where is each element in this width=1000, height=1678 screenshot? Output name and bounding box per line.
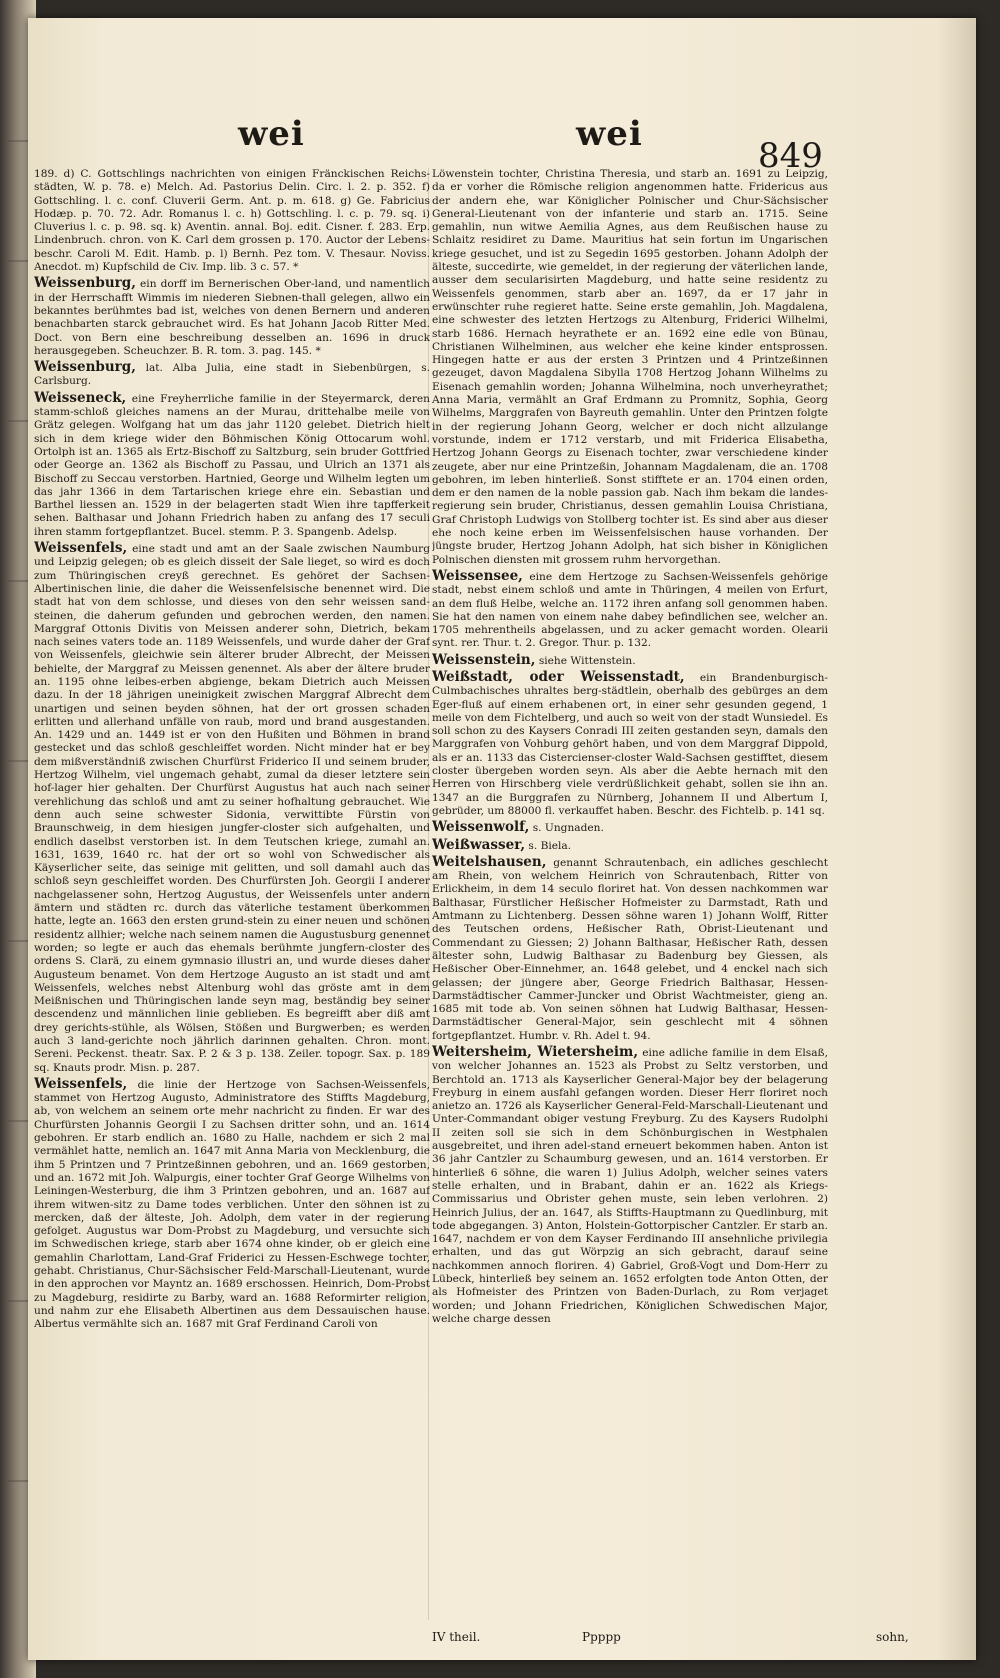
entry-text: eine adliche familie in dem Elsaß, von welcher Johannes an. 1523 als Probst zu Seltz verstorben, und Berchtold an. 1713 als Kayserlicher General-Major bey der belagerung Freyburg in einem ausfahl gefangen worden. Dieser Herr floriret noch anietzo an. 1726 als Kayserlicher General-Feld-Marschall-Lieutenant und Unter-Commandant obiger vestung Freyburg. Zu des Kaysers Rudolphi II zeiten soll sie sich in dem Schönburgischen in Westphalen ausgebreitet, und ihren adel-stand erneuert bekommen haben. Anton ist 36 jahr Cantzler zu Schaumburg gewesen, und an. 1614 verstorben. Er hinterließ 6 söhne, die waren 1) Julius Adolph, welcher seines vaters stelle erhalten, und in Brabant, dahin er an. 1622 als Kriegs-Commissarius und Obrister gehen muste, sein leben verlohren. 2) Heinrich Julius, der an. 1647, als Stiffts-Hauptmann zu Quedlinburg, mit tode abgegangen. 3) Anton, Holstein-Gottorpischer Cantzler. Er starb an. 1647, nachdem er von dem Kayser Ferdinando III ansehnliche privilegia erhalten, und das gut Wörpzig an sich gebracht, darauf seine nachkommen annoch floriren. 4) Gabriel, Groß-Vogt und Dom-Herr zu Lübeck, hinterließ bey seinem an. 1652 erfolgten tode Anton Otten, der als Hofmeister des Printzen von Baden-Durlach, zu Rom verjaget worden; und Johann Friedrichen, Königlichen Schwedischen Major, welche charge dessen: [432, 1047, 828, 1325]
entry-text: ein Brandenburgisch-Culmbachisches uhraltes berg-städtlein, oberhalb des gebürges an dem Eger-fluß auf einem erhabenen ort, in einer sehr gesunden gegend, 1 meile von dem Fichtelberg, und auch so weit von der stadt Wunsiedel. Es soll schon zu des Kaysers Conradi III zeiten gestanden seyn, damals den Marggrafen von Vohburg gehört haben, und von dem Marggraf Dippold, als er an. 1133 das Cistercienser-closter Wald-Sachsen gestifftet, diesem closter übergeben worden seyn. Als aber die Aebte hernach mit den Herren von Hirschberg viele verdrüßlichkeit gehabt, sollen sie ihn an. 1347 an die Burggrafen zu Nürnberg, Johannem II und Albertum I, gebrüder, um 88000 fl. verkauffet haben. Beschr. des Fichtelb. p. 141 sq.: [432, 671, 828, 817]
entry-headword: Weissenstein,: [432, 651, 536, 668]
dictionary-entry: [432, 821, 828, 835]
entry-headword: Weitelshausen,: [432, 853, 547, 870]
entry-text: genannt Schrautenbach, ein adliches geschlecht am Rhein, von welchem Heinrich von Schrautenbach, Ritter von Erlickheim, in dem 14 seculo floriret hat. Von dessen nachkommen war Balthasar, Fürstlicher Heßischer Hofmeister zu Darmstadt, Rath und Amtmann zu Lichtenberg. Dessen söhne waren 1) Johann Wolff, Ritter des Teutschen ordens, Heßischer Rath, Obrist-Lieutenant und Commendant zu Giessen; 2) Johann Balthasar, Heßischer Rath, dessen ältester sohn, Ludwig Balthasar zu Badenburg bey Giessen, als Heßischer Ober-Einnehmer, an. 1648 gelebet, und 4 enckel nach sich gelassen; der jüngere aber, George Friedrich Balthasar, Hessen-Darmstädtischer Cammer-Juncker und Obrist Wachtmeister, gieng an. 1685 mit tode ab. Von seinen söhnen hat Ludwig Balthasar, Hessen-Darmstädtischer General-Major, sein geschlecht mit 4 söhnen fortgepflantzet. Humbr. v. Rh. Adel t. 94.: [432, 856, 828, 1042]
catchword: sohn,: [876, 1630, 909, 1644]
gathering-mark: Ppppp: [582, 1630, 621, 1644]
running-head-left: wei: [238, 114, 305, 154]
entry-headword: Weissensee,: [432, 567, 523, 584]
dictionary-entry: [34, 389, 430, 539]
page-gutter-shadow: [938, 18, 976, 1660]
entry-text: 189. d) C. Gottschlings nachrichten von einigen Fränckischen Reichs-städten, W. p. 78. e) Melch. Ad. Pastorius Delin. Circ. l. 2. p. 352. f) Gottschling. l. c. conf. Cluverii Germ. Ant. p. m. 618. g) Ge. Fabricius Hodæp. p. 70. 72. Adr. Romanus l. c. h) Gottschling. l. c. p. 79. sq. i) Cluverius l. c. p. 98. sq. k) Aventin. annal. Boj. edit. Cisner. f. 283. Erp. Lindenbruch. chron. von K. Carl dem grossen p. 170. Auctor der Lebens-beschr. Caroli M. Edit. Hamb. p. l) Bernh. Pez tom. V. Thesaur. Noviss. Anecdot. m) Kupfschild de Civ. Imp. lib. 3 c. 57. *: [34, 168, 430, 274]
book-page: [28, 18, 976, 1660]
page-number: 849: [758, 136, 823, 176]
entry-text: lat. Alba Julia, eine stadt in Siebenbürgen, s. Carlsburg.: [34, 362, 430, 388]
entry-text: ein dorff im Bernerischen Ober-land, und namentlich in der Herrschafft Wimmis im niederen Siebnen-thall gelegen, allwo ein bekanntes berühmtes bad ist, welches von denen Bernern und anderen benachbarten starck gebrauchet wird. Es hat Johann Jacob Ritter Med. Doct. von Bern eine beschreibung desselben an. 1696 in druck herausgegeben. Scheuchzer. B. R. tom. 3. pag. 145. *: [34, 278, 430, 357]
running-head-right: wei: [576, 114, 643, 154]
entry-text: s. Ungnaden.: [532, 822, 604, 835]
dictionary-entry: [432, 567, 828, 651]
entry-text: eine stadt und amt an der Saale zwischen Naumburg und Leipzig gelegen; ob es gleich disseit der Sale lieget, so wird es doch zum Thüringischen creyß gerechnet. Es gehöret der Sachsen-Albertinischen linie, die daher die Weissenfelsische benennet wird. Die stadt hat von dem schlosse, und dieses von den sehr weissen sand-steinen, die daherum gefunden und gebrochen werden, den namen. Marggraf Ottonis Divitis von Meissen anderer sohn, Dietrich, bekam nach seines vaters tode an. 1189 Weissenfels, und wurde daher der Graf von Weissenfels, gleichwie sein älterer bruder Albrecht, der Meissen behielte, der Marggraf zu Meissen genennet. Als aber der ältere bruder an. 1195 ohne leibes-erben abgienge, bekam Dietrich auch Meissen dazu. In der 18 jährigen uneinigkeit zwischen Marggraf Albrecht dem unartigen und seinen beyden söhnen, hat der ort grossen schaden erlitten und allerhand unfälle von raub, mord und brand ausgestanden. An. 1429 und an. 1449 ist er von den Hußiten und Böhmen in brand gestecket und das schloß geschleiffet worden. Nicht minder hat er bey dem mißverständniß zwischen Churfürst Friderico II und seinem bruder, Hertzog Wilhelm, viel ungemach gehabt, zumal da dieser letztere sein hof-lager hier gehalten. Der Churfürst Augustus hat auch nach seiner verehlichung das schloß und amt zu seiner hofhaltung gebrauchet. Wie denn auch seine schwester Sidonia, verwittibte Fürstin von Braunschweig, in dem hiesigen jungfer-closter sich aufgehalten, und endlich daselbst verstorben ist. In dem Teutschen kriege, zumahl an. 1631, 1639, 1640 rc. hat der ort so wohl von Schwedischer als Käyserlicher seite, das seinige mit gelitten, und soll damahl auch das schloß seyn geschleiffet worden. Des Churfürsten Joh. Georgii I anderer nachgelassener sohn, Hertzog Augustus, der Weissenfels unter andern ämtern und städten rc. durch das väterliche testament überkommen hatte, legte an. 1663 den ersten grund-stein zu einer neuen und schönen residentz allhier; welche nach seinem namen die Augustusburg genennet worden; so legte er auch das ehemals berühmte jungfern-closter des ordens S. Clarä, zu einem gymnasio illustri an, und wurde dieses daher Augusteum benamet. Von dem Hertzoge Augusto an ist stadt und amt Weissenfels, welches nebst Altenburg wohl das gröste amt in dem Meißnischen und Thüringischen lande seyn mag, beständig bey seiner descendenz und männlichen linie geblieben. Es begreifft aber diß amt drey gerichts-stühle, als Wölsen, Stößen und Burgwerben; es werden auch 3 land-gerichte noch jährlich darinnen gehalten. Chron. mont. Sereni. Peckenst. theatr. Sax. P. 2 & 3 p. 138. Zeiler. topogr. Sax. p. 189 sq. Knauts prodr. Misn. p. 287.: [34, 543, 430, 1074]
dictionary-entry: [34, 277, 430, 358]
dictionary-entry: [34, 168, 430, 274]
entry-text: Löwenstein tochter, Christina Theresia, und starb an. 1691 zu Leipzig, da er vorher die Römische religion angenommen hatte. Fridericus aus der andern ehe, war Königlicher Polnischer und Chur-Sächsischer General-Lieutenant von der infanterie und starb an. 1715. Seine gemahlin, nun witwe Aemilia Agnes, aus dem Reußischen hause zu Schlaitz residiret zu Dame. Mauritius hat sein fortun im Ungarischen kriege gesuchet, und ist zu Segedin 1695 gestorben. Johann Adolph der älteste, succedirte, wie gemeldet, in der regierung der väterlichen lande, ausser dem secularisirten Magdeburg, und hatte seine residentz zu Weissenfels genommen, starb aber an. 1697, da er 17 jahr in erwünschter ruhe regieret hatte. Seine erste gemahlin, Joh. Magdalena, eine schwester des letzten Hertzogs zu Altenburg, Friderici Wilhelmi, starb 1686. Hernach heyrathete er an. 1692 eine edle von Bünau, Christianen Wilhelminen, aus welcher ehe keine kinder entsprossen. Hingegen hatte er aus der ersten 3 Printzen und 4 Printzeßinnen gezeuget, davon Magdalena Sibylla 1708 Hertzog Johann Wilhelms zu Eisenach gemahlin worden; Johanna Wilhelmina, noch unverheyrathet; Anna Maria, vermählt an Graf Erdmann zu Promnitz, Sophia, Georg Wilhelms, Marggrafen von Bayreuth gemahlin. Unter den Printzen folgte in der regierung Johann Georg, welcher er doch nicht allzulange vorstunde, indem er 1712 verstarb, und mit Friderica Elisabetha, Hertzog Johann Georgs zu Eisenach tochter, zwar verschiedene kinder zeugete, aber nur eine Printzeßin, Johannam Magdalenam, die an. 1708 gebohren, im leben hinterließ. Sonst stifftete er an. 1704 einen orden, dem er den namen de la noble passion gab. Nach ihm bekam die landes-regierung sein bruder, Christianus, dessen gemahlin Louisa Christiana, Graf Christoph Ludwigs von Stollberg tochter ist. Es sind aber aus dieser ehe noch keine erben im Weissenfelsischen hause vorhanden. Der jüngste bruder, Hertzog Johann Adolph, hat sich bisher in Königlichen Polnischen diensten mit grossem ruhm hervorgethan.: [432, 168, 828, 566]
left-text-column: [34, 168, 430, 1628]
entry-text: eine dem Hertzoge zu Sachsen-Weissenfels gehörige stadt, nebst einem schloß und amte in Thüringen, 4 meilen von Erfurt, an dem fluß Helbe, welche an. 1172 ihren anfang soll genommen haben. Sie hat den namen von einem nahe dabey befindlichen see, welcher an. 1705 mehrentheils abgelassen, und zu acker gemacht worden. Olearii synt. rer. Thur. t. 2. Gregor. Thur. p. 132.: [432, 570, 828, 650]
entry-text: s. Biela.: [528, 839, 572, 852]
entry-headword: Weißwasser,: [432, 836, 526, 853]
entry-headword: Weissenfels,: [34, 1075, 128, 1092]
entry-headword: Weissenburg,: [34, 359, 136, 376]
dictionary-entry: [34, 1075, 430, 1332]
dictionary-entry: [432, 853, 828, 1043]
dictionary-entry: [432, 651, 828, 668]
dictionary-entry: [432, 836, 828, 853]
entry-headword: Weißstadt, oder Weissenstadt,: [432, 668, 685, 685]
entry-headword: Weissenfels,: [34, 540, 128, 557]
entry-text: die linie der Hertzoge von Sachsen-Weissenfels, stammet von Hertzog Augusto, Administratore des Stiffts Magdeburg, ab, von welchem an seinem orte mehr nachricht zu finden. Er war des Churfürsten Johannis Georgii I zu Sachsen dritter sohn, und an. 1614 gebohren. Er starb endlich an. 1680 zu Halle, nachdem er sich 2 mal vermählet hatte, nemlich an. 1647 mit Anna Maria von Mecklenburg, die ihm 5 Printzen und 7 Printzeßinnen gebohren, und an. 1669 gestorben, und an. 1672 mit Joh. Walpurgis, einer tochter Graf George Wilhelms von Leiningen-Westerburg, die ihm 3 Printzen gebohren, und an. 1687 auf ihrem witwen-sitz zu Dame todes verblichen. Unter den söhnen ist zu mercken, daß der älteste, Joh. Adolph, dem vater in der regierung gefolget. Augustus war Dom-Probst zu Magdeburg, und versuchte sich im Schwedischen kriege, starb aber 1674 ohne kinder, ob er gleich eine gemahlin Charlottam, Land-Graf Friderici zu Hessen-Eschwege tochter, gehabt. Christianus, Chur-Sächsischer Feld-Marschall-Lieutenant, wurde in den approchen vor Mayntz an. 1689 erschossen. Heinrich, Dom-Probst zu Magdeburg, residirte zu Barby, ward an. 1688 Reformirter religion, und nahm zur ehe Elisabeth Albertinen aus dem Dessauischen hause. Albertus vermählte sich an. 1687 mit Graf Ferdinand Caroli von: [34, 1078, 430, 1331]
entry-text: siehe Wittenstein.: [538, 654, 636, 667]
entry-headword: Weissenburg,: [34, 275, 136, 292]
entry-text: eine Freyherrliche familie in der Steyermarck, deren stamm-schloß gleiches namens an der Murau, drittehalbe meile von Grätz gelegen. Wolfgang hat um das jahr 1120 gelebet. Dietrich hielt sich in dem kriege wider den Böhmischen König Ottocarum wohl. Ortolph ist an. 1365 als Ertz-Bischoff zu Saltzburg, sein bruder Gottfried oder George an. 1362 als Bischoff zu Passau, und Ulrich an 1371 als Bischoff zu Seccau verstorben. Hartnied, George und Wilhelm legten um das jahr 1366 in dem Tartarischen kriege ehre ein. Sebastian und Barthel liessen an. 1529 in der belagerten stadt Wien ihre tapfferkeit sehen. Balthasar und Johann Friedrich haben zu anfang des 17 seculi ihren stamm fortgepflantzet. Bucel. stemm. P. 3. Spangenb. Adelsp.: [34, 392, 430, 538]
entry-headword: Weisseneck,: [34, 389, 127, 406]
dictionary-entry: [432, 1046, 828, 1326]
volume-signature: IV theil.: [432, 1630, 481, 1644]
dictionary-entry: [34, 542, 430, 1075]
right-text-column: [432, 168, 828, 1628]
dictionary-entry: [432, 168, 828, 567]
dictionary-entry: [34, 361, 430, 389]
dictionary-entry: [432, 668, 828, 818]
entry-headword: Weitersheim, Wietersheim,: [432, 1044, 639, 1060]
entry-headword: Weissenwolf,: [432, 819, 530, 836]
